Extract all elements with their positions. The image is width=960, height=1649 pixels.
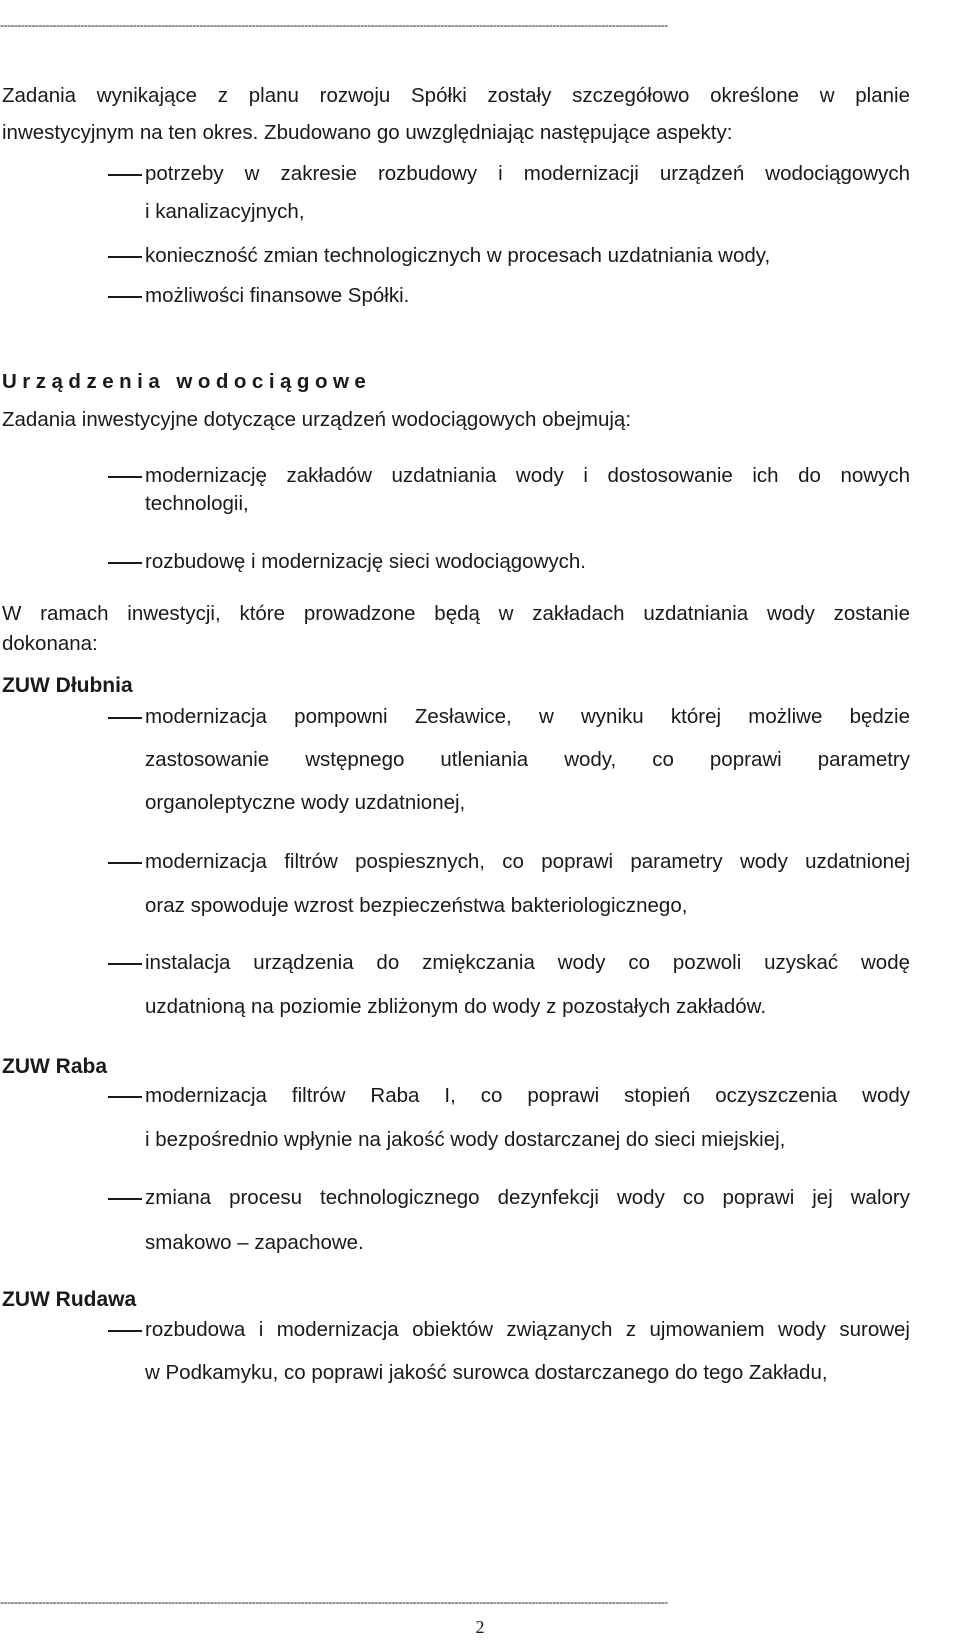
intro-bullet-2: konieczność zmian technologicznych w procesach uzdatniania wody,: [145, 244, 771, 267]
dash-bullet: [108, 1330, 142, 1332]
dlubnia-item-3-line-1: instalacja urządzenia do zmiękczania wody co pozwoli uzyskać wodę: [145, 951, 910, 974]
dash-bullet: [108, 1096, 142, 1098]
dlubnia-item-1-line-2: zastosowanie wstępnego utleniania wody, co poprawi parametry: [145, 748, 910, 771]
dlubnia-item-1-line-3: organoleptyczne wody uzdatnionej,: [145, 791, 466, 814]
header-rule: -----------------------------------------------------------------------------------------------------------------------------------------------------------------------------------------------: [0, 18, 668, 30]
intro-line-2: inwestycyjnym na ten okres. Zbudowano go uwzględniając następujące aspekty:: [2, 121, 733, 144]
rudawa-item-1-line-1: rozbudowa i modernizacja obiektów związanych z ujmowaniem wody surowej: [145, 1318, 910, 1341]
zuw-rudawa-title: ZUW Rudawa: [2, 1288, 137, 1311]
zuw-dlubnia-title: ZUW Dłubnia: [2, 674, 133, 697]
dash-bullet: [108, 717, 142, 719]
dash-bullet: [108, 862, 142, 864]
dash-bullet: [108, 256, 142, 258]
section-bullet-1-line-1: modernizację zakładów uzdatniania wody i dostosowanie ich do nowych: [145, 464, 910, 487]
dash-bullet: [108, 963, 142, 965]
intro-line-1: Zadania wynikające z planu rozwoju Spółki zostały szczegółowo określone w planie: [2, 84, 910, 107]
dlubnia-item-2-line-2: oraz spowoduje wzrost bezpieczeństwa bakteriologicznego,: [145, 894, 688, 917]
page-number: 2: [475, 1617, 485, 1637]
raba-item-1-line-2: i bezpośrednio wpłynie na jakość wody dostarczanej do sieci miejskiej,: [145, 1128, 786, 1151]
dash-bullet: [108, 174, 142, 176]
dlubnia-item-2-line-1: modernizacja filtrów pospiesznych, co poprawi parametry wody uzdatnionej: [145, 850, 910, 873]
rudawa-item-1-line-2: w Podkamyku, co poprawi jakość surowca dostarczanego do tego Zakładu,: [145, 1361, 828, 1384]
zuw-raba-title: ZUW Raba: [2, 1055, 107, 1078]
dash-bullet: [108, 296, 142, 298]
section-intro: Zadania inwestycyjne dotyczące urządzeń wodociągowych obejmują:: [2, 408, 632, 431]
intro-bullet-3: możliwości finansowe Spółki.: [145, 284, 410, 307]
intro-bullet-1-line-1: potrzeby w zakresie rozbudowy i modernizacji urządzeń wodociągowych: [145, 162, 910, 185]
dash-bullet: [108, 476, 142, 478]
footer-rule: -----------------------------------------------------------------------------------------------------------------------------------------------------------------------------------------------: [0, 1595, 668, 1607]
raba-item-2-line-2: smakowo – zapachowe.: [145, 1231, 364, 1254]
dash-bullet: [108, 1198, 142, 1200]
section-bullet-1-line-2: technologii,: [145, 492, 249, 515]
dash-bullet: [108, 562, 142, 564]
raba-item-1-line-1: modernizacja filtrów Raba I, co poprawi stopień oczyszczenia wody: [145, 1084, 910, 1107]
section-heading: Urządzenia wodociągowe: [2, 370, 372, 393]
section-bullet-2: rozbudowę i modernizację sieci wodociągowych.: [145, 550, 586, 573]
ramach-line-1: W ramach inwestycji, które prowadzone będą w zakładach uzdatniania wody zostanie: [2, 602, 910, 625]
intro-bullet-1-line-2: i kanalizacyjnych,: [145, 200, 305, 223]
dlubnia-item-3-line-2: uzdatnioną na poziomie zbliżonym do wody z pozostałych zakładów.: [145, 995, 767, 1018]
raba-item-2-line-1: zmiana procesu technologicznego dezynfekcji wody co poprawi jej walory: [145, 1186, 910, 1209]
ramach-line-2: dokonana:: [2, 632, 98, 655]
dlubnia-item-1-line-1: modernizacja pompowni Zesławice, w wyniku której możliwe będzie: [145, 705, 910, 728]
